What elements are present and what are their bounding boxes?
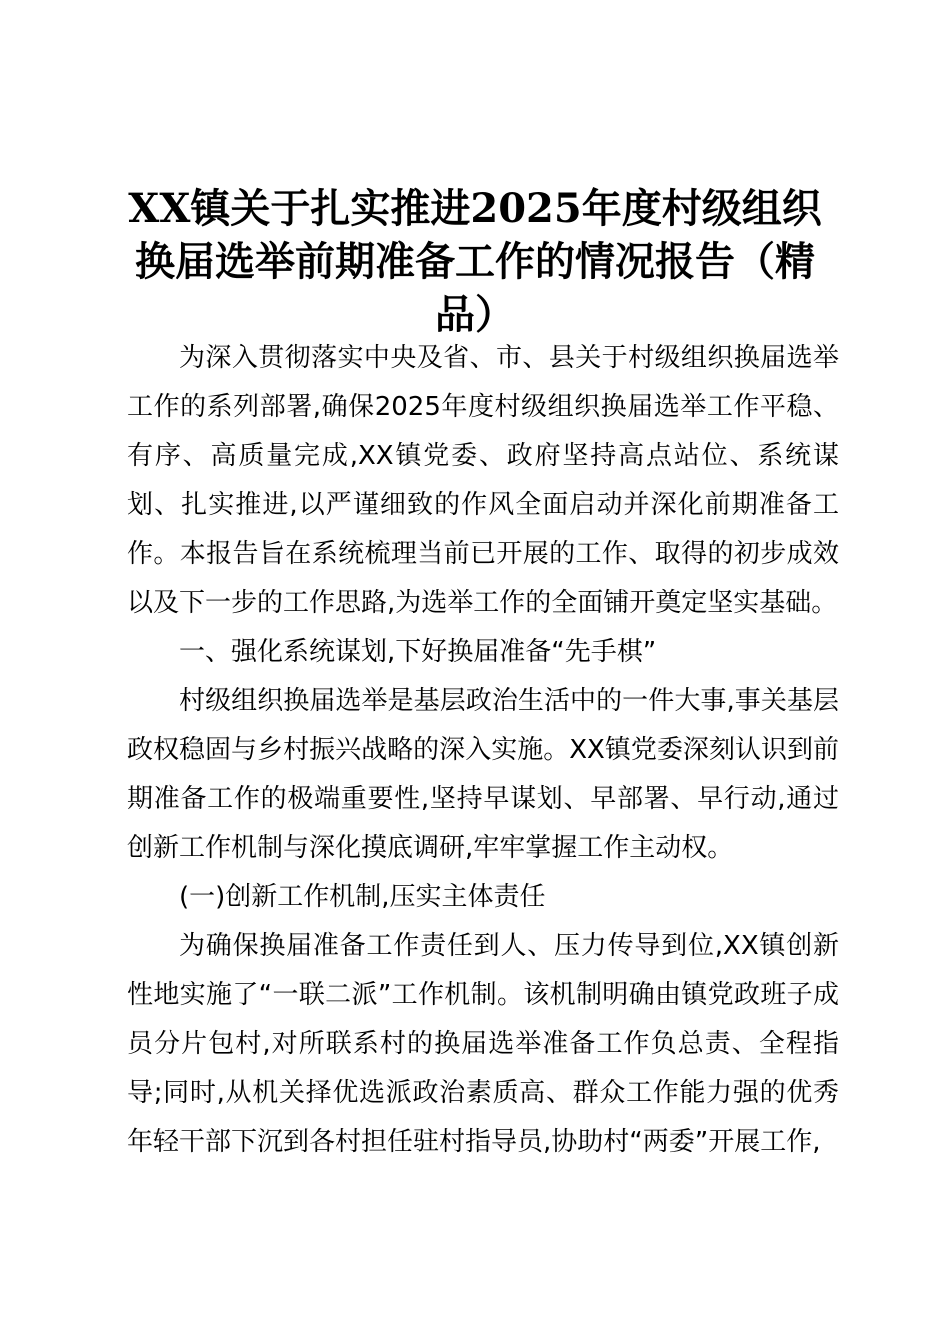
paragraph-subsection-1: 为确保换届准备工作责任到人、压力传导到位,XX镇创新性地实施了“一联二派”工作机制。该机制明确由镇党政班子成员分片包村,对所联系村的换届选举准备工作负总责、全程指导;同时,从机关择优选派政治素质高、群众工作能力强的优秀年轻干部下沉到各村担任驻村指导员,协助村“两委”开展工作,: [127, 931, 839, 1157]
document-title: XX镇关于扎实推进2025年度村级组织换届选举前期准备工作的情况报告（精品）: [128, 185, 822, 338]
section-heading-1: 一、强化系统谋划,下好换届准备“先手棋”: [179, 637, 657, 667]
subsection-heading-1: (一)创新工作机制,压实主体责任: [179, 882, 546, 912]
document-body: [127, 334, 839, 1167]
paragraph-intro: 为深入贯彻落实中央及省、市、县关于村级组织换届选举工作的系列部署,确保2025年度村级组织换届选举工作平稳、有序、高质量完成,XX镇党委、政府坚持高点站位、系统谋划、扎实推进,以严谨细致的作风全面启动并深化前期准备工作。本报告旨在系统梳理当前已开展的工作、取得的初步成效以及下一步的工作思路,为选举工作的全面铺开奠定坚实基础。: [127, 343, 839, 618]
paragraph-section-1: 村级组织换届选举是基层政治生活中的一件大事,事关基层政权稳固与乡村振兴战略的深入实施。XX镇党委深刻认识到前期准备工作的极端重要性,坚持早谋划、早部署、早行动,通过创新工作机制与深化摸底调研,牢牢掌握工作主动权。: [127, 686, 839, 863]
